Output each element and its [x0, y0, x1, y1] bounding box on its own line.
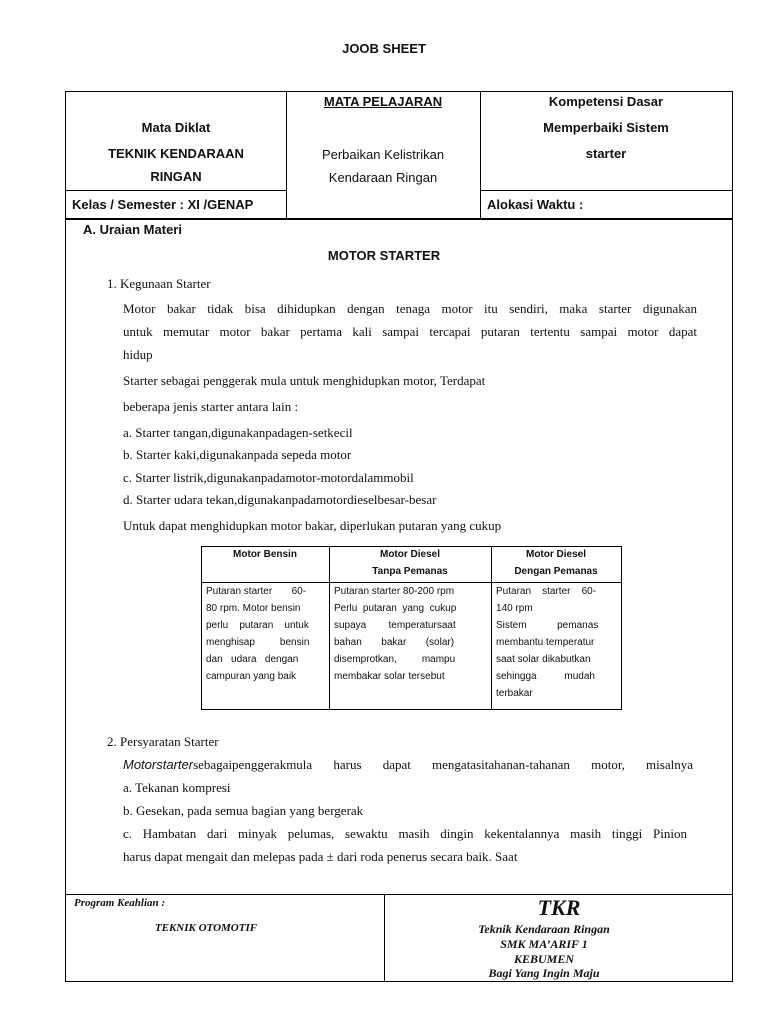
- item-title: 2. Persyaratan Starter: [107, 734, 219, 749]
- mata-diklat-value: RINGAN: [150, 169, 202, 184]
- list-item: c. Hambatan dari minyak pelumas, sewaktu masih dingin kekentalannya masih tinggi Pinion: [123, 826, 687, 841]
- header-divider: [66, 190, 286, 191]
- list-item: d. Starter udara tekan,digunakanpadamotordieselbesar-besar: [123, 492, 437, 507]
- tkr-logo-text: TKR: [537, 895, 581, 920]
- table-header: Dengan Pemanas: [514, 566, 598, 577]
- program-value: TEKNIK OTOMOTIF: [154, 922, 258, 934]
- mata-pelajaran-label: MATA PELAJARAN: [323, 94, 443, 109]
- table-cell-line: terbakar: [496, 688, 533, 699]
- table-cell-line: Perlu putaran yang cukup: [334, 603, 457, 614]
- footer-line: Teknik Kendaraan Ringan: [478, 922, 610, 936]
- item-title: 1. Kegunaan Starter: [107, 276, 211, 291]
- table-cell-line: supaya temperatursaat: [334, 620, 456, 631]
- starter-comparison-table: [201, 546, 622, 710]
- paragraph-line: untuk memutar motor bakar pertama kali sampai tercapai putaran tertentu sampai motor dapat: [123, 324, 697, 339]
- paragraph-line: Motor bakar tidak bisa dihidupkan dengan tenaga motor itu sendiri, maka starter digunakan: [123, 301, 697, 316]
- paragraph-line: harus dapat mengait dan melepas pada ± dari roda penerus secara baik. Saat: [123, 849, 518, 864]
- alokasi-waktu: Alokasi Waktu :: [487, 197, 584, 212]
- table-cell-line: dan udara dengan: [206, 654, 299, 665]
- paragraph-line: Starter sebagai penggerak mula untuk menghidupkan motor, Terdapat: [123, 373, 486, 388]
- table-header: Motor Diesel: [379, 549, 440, 560]
- table-cell-line: disemprotkan, mampu: [334, 654, 456, 665]
- kompetensi-value: Memperbaiki Sistem: [543, 120, 669, 135]
- table-cell-line: Sistem pemanas: [496, 620, 599, 631]
- table-cell-line: 140 rpm: [496, 603, 533, 614]
- header-divider: [480, 190, 732, 191]
- kompetensi-value: starter: [585, 146, 627, 161]
- table-cell-line: Putaran starter 80-200 rpm: [334, 586, 455, 597]
- table-header: Motor Diesel: [525, 549, 586, 560]
- kelas-semester: Kelas / Semester : XI /GENAP: [72, 197, 254, 212]
- paragraph-line: Untuk dapat menghidupkan motor bakar, diperlukan putaran yang cukup: [123, 518, 502, 533]
- table-border: [201, 546, 202, 710]
- content-top-border: [65, 219, 733, 220]
- footer-line: KEBUMEN: [513, 952, 575, 966]
- paragraph-line: hidup: [123, 347, 153, 362]
- document-title: JOOB SHEET: [342, 41, 426, 56]
- table-cell-line: Putaran starter 60-: [496, 586, 597, 597]
- mata-diklat-label: Mata Diklat: [141, 120, 211, 135]
- mata-diklat-value: TEKNIK KENDARAAN: [108, 146, 244, 161]
- list-item: c. Starter listrik,digunakanpadamotor-motordalammobil: [123, 470, 414, 485]
- list-item: b. Starter kaki,digunakanpada sepeda motor: [123, 447, 352, 462]
- list-item: b. Gesekan, pada semua bagian yang bergerak: [123, 803, 364, 818]
- table-cell-line: campuran yang baik: [206, 671, 297, 682]
- kompetensi-label: Kompetensi Dasar: [548, 94, 664, 109]
- table-cell-line: menghisap bensin: [206, 637, 310, 648]
- table-header: Tanpa Pemanas: [372, 566, 448, 577]
- table-border: [201, 709, 622, 710]
- paragraph-line: [123, 753, 693, 776]
- footer-line: Bagi Yang Ingin Maju: [488, 966, 600, 980]
- footer-line: SMK MA’ARIF 1: [500, 937, 588, 951]
- table-cell-line: membantu temperatur: [496, 637, 595, 648]
- footer-table: [65, 894, 733, 982]
- mata-pelajaran-value: Kendaraan Ringan: [328, 170, 438, 185]
- mata-pelajaran-value: Perbaikan Kelistrikan: [321, 147, 445, 162]
- table-cell-line: saat solar dikabutkan: [496, 654, 591, 665]
- italic-term: Motorstarter: [123, 757, 194, 772]
- table-header: Motor Bensin: [233, 549, 297, 560]
- table-cell-line: 80 rpm. Motor bensin: [206, 603, 301, 614]
- table-cell-line: sehingga mudah: [496, 671, 595, 682]
- list-item: a. Tekanan kompresi: [123, 780, 231, 795]
- table-border: [621, 546, 622, 710]
- program-label: Program Keahlian :: [74, 897, 166, 909]
- paragraph-line: beberapa jenis starter antara lain :: [123, 399, 299, 414]
- table-cell-line: bahan bakar (solar): [334, 637, 455, 648]
- table-cell-line: membakar solar tersebut: [334, 671, 445, 682]
- list-item: a. Starter tangan,digunakanpadagen-setkecil: [123, 425, 353, 440]
- topic-title: MOTOR STARTER: [327, 248, 441, 263]
- section-heading: A. Uraian Materi: [83, 222, 182, 237]
- header-table: [65, 91, 733, 219]
- table-cell-line: perlu putaran untuk: [206, 620, 309, 631]
- table-cell-line: Putaran starter 60-: [206, 586, 307, 597]
- paragraph-text: sebagaipenggerakmula harus dapat mengatasitahanan-tahanan motor, misalnya: [193, 757, 693, 772]
